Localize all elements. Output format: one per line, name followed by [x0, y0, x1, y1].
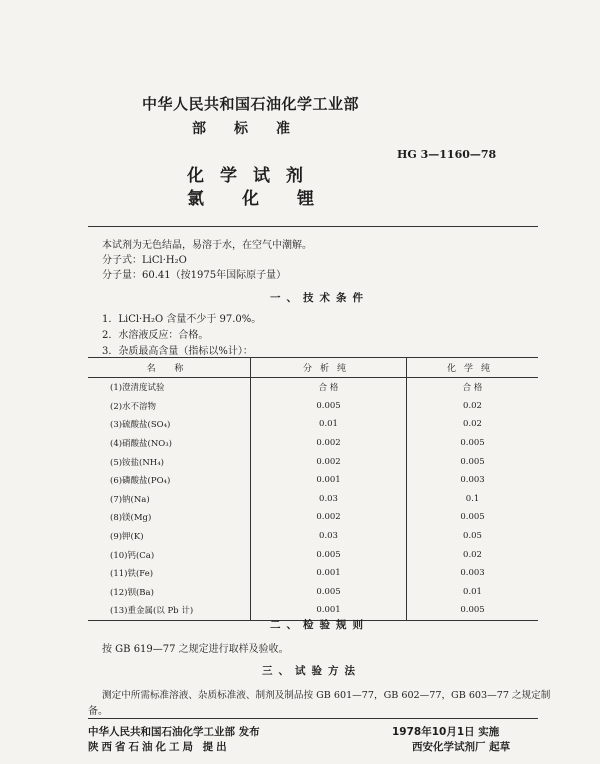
tech-item-3: 3．杂质最高含量（指标以%计）：	[102, 346, 253, 357]
description: 本试剂为无色结晶，易溶于水，在空气中潮解。	[102, 240, 312, 251]
impurity-name: (7)钠(Na)	[110, 494, 150, 505]
table-row	[88, 490, 538, 509]
table-row	[88, 434, 538, 453]
table-row	[88, 415, 538, 434]
header-name: 名 称	[88, 358, 251, 378]
impurity-name: (4)硝酸盐(NO₃)	[110, 439, 172, 450]
molecular-formula: 分子式：LiCl·H₂O	[102, 255, 187, 266]
analytical-grade-value: 0.001	[251, 564, 407, 583]
impurity-name: (13)重金属(以 Pb 计)	[88, 601, 251, 620]
table-row	[88, 527, 538, 546]
test-text-line-1: 测定中所需标准溶液、杂质标准液、制剂及制品按 GB 601—77，GB 602—77，GB 603—77 之规定制	[102, 690, 551, 701]
chemical-grade-value: 0.005	[407, 601, 539, 620]
chemical-grade-value: 0.003	[407, 471, 539, 490]
impurity-name: (1)澄清度试验	[110, 383, 165, 394]
footer-rule	[88, 718, 538, 719]
analytical-grade-value: 0.005	[251, 545, 407, 564]
header-chemical-grade: 化学纯	[407, 358, 539, 378]
table-header-row	[88, 358, 538, 378]
impurity-name: (9)钾(K)	[110, 532, 144, 543]
analytical-grade-value: 0.03	[251, 527, 407, 546]
section-test-heading: 三、试验方法	[262, 665, 361, 677]
ministry-name: 中华人民共和国石油化学工业部	[142, 95, 360, 113]
chemical-grade-value: 0.02	[407, 415, 539, 434]
title-line-2: 氯化锂	[187, 189, 352, 209]
analytical-grade-value: 0.03	[251, 490, 407, 509]
analytical-grade-value: 0.005	[251, 583, 407, 602]
chemical-grade-value: 0.005	[407, 434, 539, 453]
section-tech-heading: 一、技术条件	[270, 292, 369, 304]
title-line-1: 化学试剂	[187, 166, 319, 186]
chemical-grade-value: 0.01	[407, 583, 539, 602]
analytical-grade-value: 0.002	[251, 508, 407, 527]
table-row	[88, 564, 538, 583]
chemical-grade-value: 0.003	[407, 564, 539, 583]
impurity-name: (10)钙(Ca)	[110, 550, 155, 561]
header-rule	[88, 226, 538, 227]
inspection-text: 按 GB 619—77 之规定进行取样及验收。	[102, 644, 289, 655]
analytical-grade-value: 0.005	[251, 397, 407, 416]
analytical-grade-value: 0.01	[251, 415, 407, 434]
tech-item-2: 2．水溶液反应：合格。	[102, 330, 209, 341]
impurity-name: (12)钡(Ba)	[110, 587, 154, 598]
chemical-grade-value: 0.005	[407, 508, 539, 527]
header-analytical-grade: 分析纯	[251, 358, 407, 378]
impurity-name: (3)硫酸盐(SO₄)	[110, 420, 171, 431]
impurity-name: (2)水不溶物	[110, 401, 157, 412]
molecular-weight: 分子量：60.41（按1975年国际原子量）	[102, 270, 287, 281]
test-text-line-2: 备。	[88, 706, 108, 717]
table-row	[88, 397, 538, 416]
chemical-grade-value: 0.1	[407, 490, 539, 509]
analytical-grade-value: 0.001	[251, 471, 407, 490]
impurity-name: (6)磷酸盐(PO₄)	[110, 476, 171, 487]
effective-date: 1978年10月1日 实施	[392, 726, 500, 738]
analytical-grade-value: 0.001	[251, 601, 407, 620]
analytical-grade-value: 0.002	[251, 434, 407, 453]
chemical-grade-value: 0.02	[407, 397, 539, 416]
section-inspection-heading: 二、检验规则	[270, 619, 369, 631]
proposer: 陕西省石油化工局 提出	[88, 741, 230, 753]
chemical-grade-value: 0.005	[407, 452, 539, 471]
chemical-grade-value: 合 格	[407, 378, 539, 397]
analytical-grade-value: 0.002	[251, 452, 407, 471]
table-row	[88, 583, 538, 602]
analytical-grade-value: 合 格	[251, 378, 407, 397]
chemical-grade-value: 0.05	[407, 527, 539, 546]
impurity-name: (8)镁(Mg)	[110, 513, 152, 524]
table-row	[88, 471, 538, 490]
issuer: 中华人民共和国石油化学工业部 发布	[88, 726, 260, 738]
standard-type: 部标准	[192, 121, 318, 137]
impurity-name: (5)铵盐(NH₄)	[110, 457, 164, 468]
table-row	[88, 508, 538, 527]
impurity-name: (11)铁(Fe)	[110, 569, 154, 580]
table-row	[88, 378, 538, 397]
impurity-table	[88, 357, 538, 621]
standard-code: HG 3—1160—78	[397, 148, 497, 161]
table-row	[88, 452, 538, 471]
chemical-grade-value: 0.02	[407, 545, 539, 564]
table-row	[88, 545, 538, 564]
drafter: 西安化学试剂厂 起草	[412, 741, 511, 753]
tech-item-1: 1．LiCl·H₂O 含量不少于 97.0%。	[102, 314, 262, 325]
